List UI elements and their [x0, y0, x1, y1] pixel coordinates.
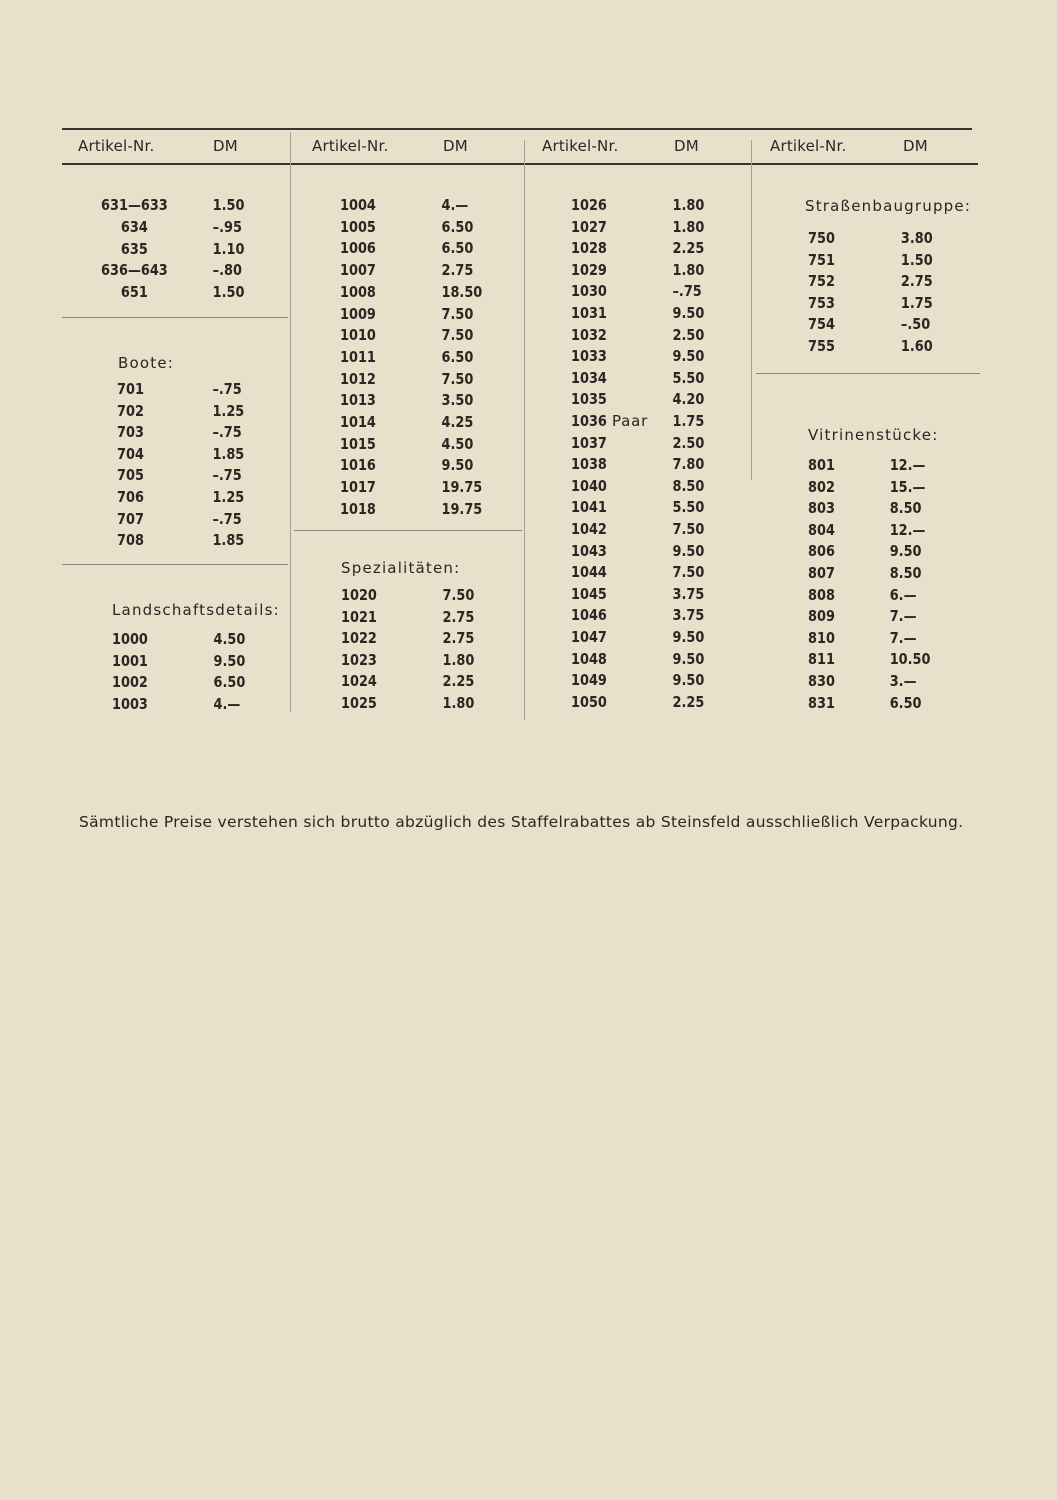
section-separator [62, 564, 288, 565]
article-number: 703 [117, 423, 144, 442]
price-dm: 1.75 [900, 293, 933, 312]
price-dm: 15.— [889, 477, 926, 496]
article-number: 1044 [571, 563, 607, 582]
article-number: 1045 [571, 584, 607, 603]
price-row [808, 607, 980, 628]
article-number: 1029 [571, 260, 607, 279]
article-number: 1040 [571, 476, 607, 495]
price-row [571, 693, 743, 714]
price-row [571, 606, 743, 627]
header-rule [62, 163, 978, 165]
article-number: 1031 [571, 304, 607, 322]
price-row [100, 218, 272, 239]
price-dm: 18.50 [441, 282, 483, 301]
price-row [808, 521, 980, 542]
article-number: 1020 [341, 586, 377, 604]
article-number: 1000 [112, 630, 148, 648]
price-row [571, 628, 743, 649]
article-number: 1003 [112, 694, 148, 713]
section-title-strassenbaugruppe: Straßenbaugruppe: [805, 197, 972, 215]
price-dm: 7.50 [442, 586, 475, 604]
price-row [112, 652, 284, 673]
price-dm: 6.50 [441, 347, 474, 366]
article-number: 1017 [340, 478, 376, 497]
price-row [571, 304, 743, 325]
article-number: 803 [808, 499, 835, 518]
section-title-landschaftsdetails: Landschaftsdetails: [112, 601, 280, 619]
price-row [808, 294, 980, 315]
price-row [808, 272, 980, 293]
price-row [340, 283, 512, 304]
price-dm: 3.50 [441, 391, 474, 410]
paar-label: Paar [612, 412, 649, 430]
article-number: 702 [117, 401, 144, 420]
price-row [112, 673, 284, 694]
price-dm: 9.50 [441, 456, 474, 475]
price-dm: 19.75 [441, 499, 483, 518]
price-dm: 3.— [889, 672, 917, 690]
price-dm: 7.50 [672, 520, 705, 538]
article-number: 751 [808, 250, 835, 269]
article-number: 1004 [340, 196, 376, 214]
price-row [571, 390, 743, 411]
price-row [571, 477, 743, 498]
price-dm: 2.50 [672, 325, 705, 344]
header-dm-1: DM [213, 137, 238, 155]
price-row [100, 240, 272, 261]
price-row [112, 695, 284, 716]
price-dm: 1.85 [212, 444, 245, 463]
price-dm: 9.50 [672, 347, 705, 366]
article-number: 631—633 [101, 196, 168, 214]
price-dm: 9.50 [672, 541, 705, 560]
article-number: 810 [808, 628, 835, 647]
price-row [571, 347, 743, 368]
price-row [808, 672, 980, 693]
article-number: 1037 [571, 433, 607, 452]
price-row [117, 380, 289, 401]
column-divider [751, 140, 752, 480]
article-number: 1033 [571, 347, 607, 366]
price-row [571, 542, 743, 563]
article-number: 806 [808, 542, 835, 561]
price-row [808, 564, 980, 585]
price-row [571, 585, 743, 606]
price-dm: 1.80 [442, 650, 475, 669]
price-dm: 6.50 [441, 239, 474, 258]
price-row [340, 261, 512, 282]
price-row [808, 478, 980, 499]
price-dm: 2.75 [442, 607, 475, 626]
price-dm: 1.50 [900, 250, 933, 269]
price-row [340, 435, 512, 456]
article-number: 704 [117, 444, 144, 463]
price-dm: –.80 [212, 261, 242, 280]
price-row [340, 478, 512, 499]
price-dm: 1.10 [212, 239, 245, 258]
price-row [341, 694, 513, 715]
price-dm: 7.50 [441, 326, 474, 345]
article-number: 1023 [341, 650, 377, 669]
article-number: 1027 [571, 217, 607, 236]
article-number: 708 [117, 531, 144, 550]
article-number: 701 [117, 380, 144, 398]
price-row [808, 251, 980, 272]
price-row [571, 412, 743, 433]
price-dm: 8.50 [672, 476, 705, 495]
price-dm: –.50 [900, 315, 931, 334]
price-row [117, 423, 289, 444]
price-row [340, 218, 512, 239]
article-number: 1024 [341, 672, 377, 691]
price-row [341, 629, 513, 650]
article-number: 1038 [571, 455, 607, 474]
price-row [808, 542, 980, 563]
price-dm: 2.25 [672, 239, 705, 258]
price-dm: 1.25 [212, 401, 245, 420]
article-number: 1002 [112, 673, 148, 692]
price-row [340, 500, 512, 521]
article-number: 706 [117, 488, 144, 506]
article-number: 1018 [340, 499, 376, 518]
price-row [571, 218, 743, 239]
header-dm-2: DM [443, 137, 468, 155]
article-number: 1001 [112, 651, 148, 670]
price-dm: –.75 [672, 282, 702, 301]
article-number: 804 [808, 520, 835, 539]
article-number: 1022 [341, 629, 377, 648]
price-row [340, 239, 512, 260]
price-row [808, 694, 980, 715]
price-dm: 12.— [889, 520, 926, 539]
price-row [341, 651, 513, 672]
price-dm: 1.50 [212, 196, 245, 214]
price-row [341, 586, 513, 607]
article-number: 1026 [571, 196, 607, 214]
article-number: 1025 [341, 694, 377, 712]
price-dm: 8.50 [889, 564, 922, 582]
price-dm: 1.80 [672, 260, 705, 279]
price-dm: 4.— [213, 694, 241, 713]
header-dm-3: DM [674, 137, 699, 155]
price-row [571, 434, 743, 455]
price-dm: 1.25 [212, 488, 245, 506]
article-number: 1021 [341, 607, 377, 626]
price-dm: 7.— [889, 607, 917, 626]
price-dm: 4.50 [441, 434, 474, 453]
price-row [340, 413, 512, 434]
column-divider [290, 132, 291, 712]
price-row [571, 282, 743, 303]
price-row [117, 510, 289, 531]
price-dm: 19.75 [441, 478, 483, 497]
top-rule [62, 128, 972, 130]
price-row [571, 671, 743, 692]
section-title-spezialitaeten: Spezialitäten: [341, 559, 461, 577]
price-row [117, 445, 289, 466]
article-number: 1050 [571, 692, 607, 711]
article-number: 811 [808, 650, 835, 669]
section-title-vitrinenstuecke: Vitrinenstücke: [808, 426, 939, 444]
table-header [0, 137, 1057, 159]
article-number: 830 [808, 672, 835, 690]
price-dm: 9.50 [672, 671, 705, 690]
article-number: 1007 [340, 261, 376, 280]
header-artikel-nr-2: Artikel-Nr. [312, 137, 389, 155]
price-dm: 2.50 [672, 433, 705, 452]
price-dm: 9.50 [672, 649, 705, 668]
price-dm: 2.25 [672, 692, 705, 711]
price-row [117, 466, 289, 487]
article-number: 1010 [340, 326, 376, 345]
price-dm: 2.75 [442, 629, 475, 648]
price-row [340, 305, 512, 326]
price-dm: 7.50 [672, 563, 705, 582]
section-separator [62, 317, 288, 318]
article-number: 705 [117, 466, 144, 485]
price-row [571, 369, 743, 390]
article-number: 651 [120, 283, 148, 302]
price-row [100, 261, 272, 282]
price-dm: 5.50 [672, 498, 705, 517]
article-number: 1043 [571, 541, 607, 560]
header-artikel-nr-1: Artikel-Nr. [78, 137, 155, 155]
column-divider [524, 140, 525, 720]
price-row [571, 498, 743, 519]
price-row [571, 455, 743, 476]
article-number: 1048 [571, 649, 607, 668]
article-number: 634 [120, 217, 148, 236]
article-number: 1005 [340, 217, 376, 236]
price-row [341, 672, 513, 693]
price-row [808, 229, 980, 250]
price-row [571, 563, 743, 584]
price-row [341, 608, 513, 629]
article-number: 1016 [340, 456, 376, 475]
article-number: 1046 [571, 606, 607, 625]
price-row [340, 196, 512, 217]
article-number: 1030 [571, 282, 607, 301]
article-number: 1013 [340, 391, 376, 410]
price-row [808, 629, 980, 650]
price-dm: 4.— [441, 196, 469, 214]
article-number: 1036 [571, 412, 607, 430]
price-dm: 1.80 [442, 694, 475, 712]
article-number: 1015 [340, 434, 376, 453]
price-dm: 7.50 [441, 304, 474, 323]
price-dm: 1.60 [900, 337, 933, 355]
price-dm: 1.80 [672, 217, 705, 236]
price-row [340, 391, 512, 412]
article-number: 1008 [340, 282, 376, 301]
price-row [808, 315, 980, 336]
price-row [571, 261, 743, 282]
price-row [340, 326, 512, 347]
price-dm: –.95 [212, 217, 242, 236]
article-number: 1042 [571, 520, 607, 538]
price-row [117, 488, 289, 509]
section-title-boote: Boote: [118, 354, 175, 372]
price-row [808, 456, 980, 477]
price-dm: 6.50 [889, 693, 922, 712]
article-number: 750 [808, 229, 835, 247]
price-dm: –.75 [212, 380, 242, 398]
article-number: 754 [808, 315, 835, 334]
price-dm: 7.— [889, 628, 917, 647]
price-dm: 4.50 [213, 630, 246, 648]
article-number: 755 [808, 337, 835, 355]
price-row [340, 456, 512, 477]
article-number: 752 [808, 272, 835, 291]
price-dm: 1.50 [212, 283, 245, 302]
footer-note: Sämtliche Preise verstehen sich brutto abzüglich des Staffelrabattes ab Steinsfeld ausschließlich Verpackung. [79, 813, 964, 831]
price-row [112, 630, 284, 651]
price-row [571, 520, 743, 541]
price-dm: 3.75 [672, 584, 705, 603]
header-artikel-nr-3: Artikel-Nr. [542, 137, 619, 155]
article-number: 1012 [340, 369, 376, 388]
price-dm: 3.80 [900, 229, 933, 247]
price-dm: 6.50 [213, 673, 246, 692]
price-dm: 9.50 [672, 628, 705, 646]
article-number: 636—643 [101, 261, 168, 280]
price-dm: 10.50 [889, 650, 931, 669]
price-dm: 7.50 [441, 369, 474, 388]
article-number: 807 [808, 564, 835, 582]
article-number: 1049 [571, 671, 607, 690]
price-dm: 9.50 [672, 304, 705, 322]
price-row [100, 196, 272, 217]
price-row [571, 650, 743, 671]
price-dm: 1.75 [672, 412, 705, 430]
price-row [117, 402, 289, 423]
price-dm: 2.25 [442, 672, 475, 691]
article-number: 802 [808, 477, 835, 496]
article-number: 1028 [571, 239, 607, 258]
price-row [808, 499, 980, 520]
header-dm-4: DM [903, 137, 928, 155]
article-number: 809 [808, 607, 835, 626]
price-dm: 9.50 [213, 651, 246, 670]
article-number: 1034 [571, 368, 607, 387]
price-dm: 6.50 [441, 217, 474, 236]
price-row [571, 239, 743, 260]
price-dm: –.75 [212, 466, 242, 485]
price-dm: 1.80 [672, 196, 705, 214]
section-separator [756, 373, 980, 374]
price-row [100, 283, 272, 304]
price-dm: –.75 [212, 509, 242, 528]
price-dm: 12.— [889, 456, 926, 474]
price-row [340, 348, 512, 369]
article-number: 1011 [340, 347, 376, 366]
article-number: 753 [808, 293, 835, 312]
price-dm: 5.50 [672, 368, 705, 387]
price-dm: 8.50 [889, 499, 922, 518]
price-dm: 4.25 [441, 413, 474, 431]
price-row [808, 650, 980, 671]
article-number: 635 [120, 239, 148, 258]
price-dm: 9.50 [889, 542, 922, 561]
price-dm: –.75 [212, 423, 242, 442]
article-number: 1009 [340, 304, 376, 323]
article-number: 1006 [340, 239, 376, 258]
price-dm: 7.80 [672, 455, 705, 474]
article-number: 801 [808, 456, 835, 474]
header-artikel-nr-4: Artikel-Nr. [770, 137, 847, 155]
price-row [571, 326, 743, 347]
article-number: 1014 [340, 413, 376, 431]
price-row [808, 337, 980, 358]
price-dm: 2.75 [900, 272, 933, 291]
price-dm: 1.85 [212, 531, 245, 550]
article-number: 1032 [571, 325, 607, 344]
price-row [808, 586, 980, 607]
article-number: 707 [117, 509, 144, 528]
article-number: 1047 [571, 628, 607, 646]
price-row [571, 196, 743, 217]
price-dm: 4.20 [672, 390, 705, 409]
price-dm: 6.— [889, 585, 917, 604]
section-separator [294, 530, 522, 531]
price-row [340, 370, 512, 391]
price-dm: 2.75 [441, 261, 474, 280]
price-dm: 3.75 [672, 606, 705, 625]
article-number: 1035 [571, 390, 607, 409]
price-row [117, 531, 289, 552]
article-number: 1041 [571, 498, 607, 517]
article-number: 831 [808, 693, 835, 712]
article-number: 808 [808, 585, 835, 604]
